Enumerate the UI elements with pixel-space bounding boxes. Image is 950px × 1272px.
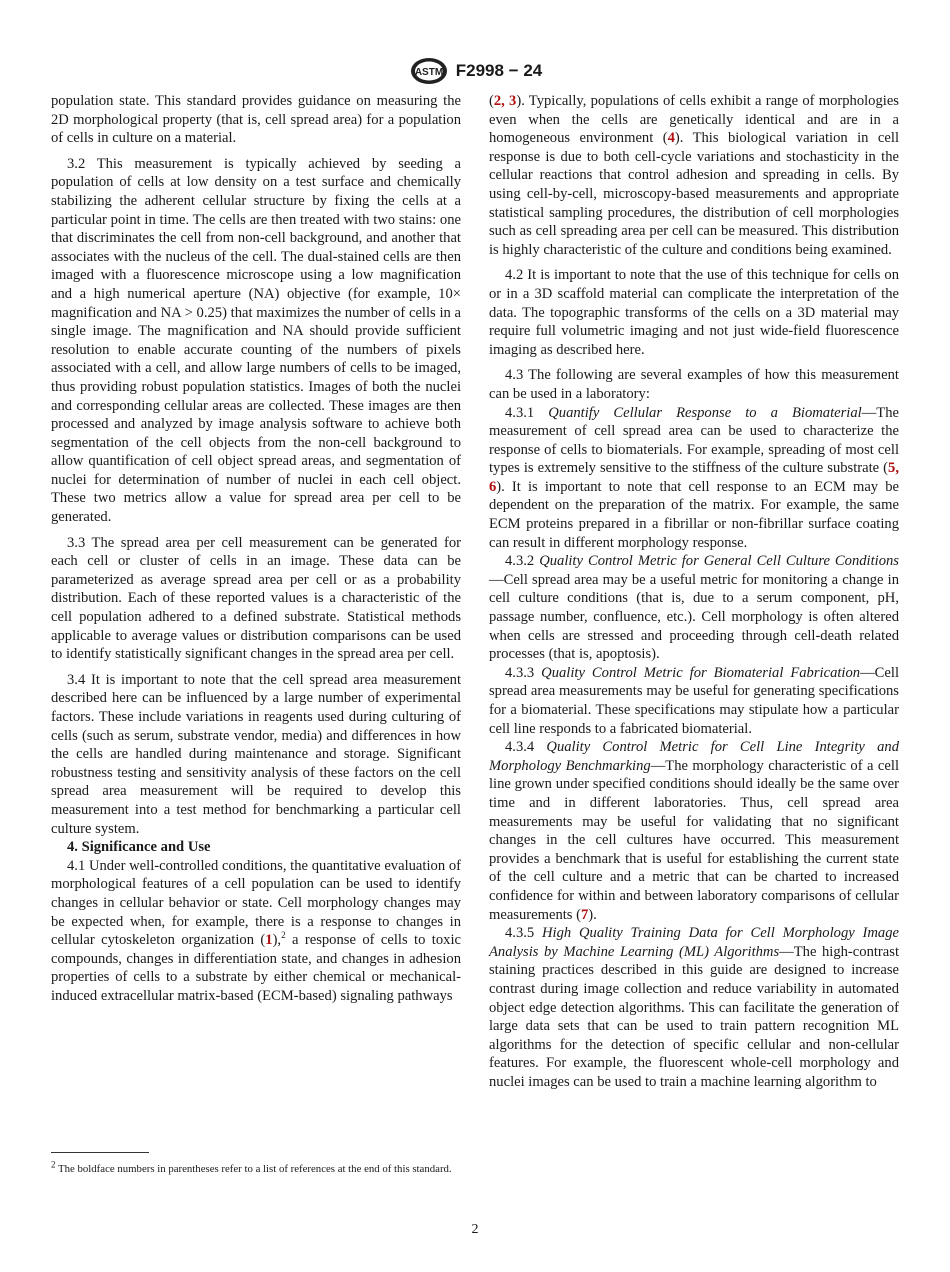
- paragraph-4-3-2: [489, 552, 899, 664]
- subsection-title: Quantify Cellular Response to a Biomaterial: [548, 404, 862, 421]
- paragraph-4-3-3: [489, 664, 899, 738]
- subsection-title: High Quality Training Data for Cell Morphology Image Analysis by Machine Learning (ML) Algorithms: [489, 925, 899, 960]
- footnote: [51, 1159, 461, 1176]
- text-span: (: [489, 93, 494, 109]
- reference-link-4[interactable]: 4: [667, 130, 675, 147]
- left-column: [51, 92, 461, 1006]
- reference-link-7[interactable]: 7: [581, 906, 589, 923]
- text-span: ). It is important to note that cell response to an ECM may be dependent on the preparation of the matrix. For example, the same ECM proteins prepared in a fibrillar or non-fibrillar surface coating can result in different morphology response.: [489, 478, 899, 551]
- page-header: [0, 56, 950, 86]
- text-span: ). This biological variation in cell response is due to both cell-cycle variations and stochasticity in the cellular reactions that control adhesion and spreading in cells. By using cell-by-cell, microscopy-based measurements and appropriate statistical sampling procedures, the distribution of cell morphologies such as cell spreading area per cell can be measured. This distribution is highly characteristic of the culture and conditions being examined.: [489, 130, 899, 258]
- document-id: F2998 − 24: [455, 61, 543, 80]
- section-number: 4.3.5: [505, 925, 542, 942]
- section-number: 4.3.1: [505, 404, 549, 421]
- text-span: —The morphology characteristic of a cell line grown under specified conditions should ideally be the same over time and in different laboratories. Thus, cell spread area measurements may be useful for validating that no significant changes in the cell cultures have occurred. This measurement provides a benchmark that is useful for establishing the current state of the cell culture and a metric that can be charted to increased confidence for within and between laboratory comparisons of cellular measurements (: [489, 757, 899, 923]
- paragraph-3-3: 3.3 The spread area per cell measurement can be generated for each cell or cluster of cells in an image. These data can be parameterized as average spread area per cell or as a probability distribution. Each of these reported values is a characteristic of the cell population adhered to a defined substrate. Statistical methods applicable to average values or distribution comparisons can be used to identify statistically significant changes in the spread area per cell.: [51, 534, 461, 663]
- paragraph-3-1-continued: population state. This standard provides guidance on measuring the 2D morphological property (that is, cell spread area) for a population of cells in culture on a material.: [51, 93, 461, 147]
- subsection-title: Quality Control Metric for General Cell Culture Conditions: [539, 553, 899, 570]
- paragraph-4-1-continued: [489, 92, 899, 259]
- reference-link-1[interactable]: 1: [265, 932, 273, 949]
- text-span: 4.1 Under well-controlled conditions, the quantitative evaluation of morphological features of a cell population can be used to identify changes in cellular behavior or state. Cell morphology changes may be expected when, for example, there is a response to changes in cellular cytoskeleton organization (: [51, 857, 461, 949]
- text-span: ).: [588, 906, 597, 923]
- text-span: —The measurement of cell spread area can be used to characterize the response of cells to biomaterials. For example, spreading of most cell types is extremely sensitive to the stiffness of the culture substrate (: [489, 404, 899, 477]
- paragraph-4-3: 4.3 The following are several examples of how this measurement can be used in a laboratory:: [489, 367, 899, 402]
- reference-link-3[interactable]: 3: [509, 93, 517, 109]
- footnote-text: The boldface numbers in parentheses refer to a list of references at the end of this standard.: [55, 1163, 452, 1175]
- reference-link-5[interactable]: 5,: [888, 460, 899, 477]
- subsection-title: Quality Control Metric for Biomaterial Fabrication: [541, 664, 861, 681]
- section-number: 4.3.2: [505, 553, 540, 570]
- footnote-divider: [51, 1152, 149, 1153]
- subsection-title: Quality Control Metric for Cell Line Integrity and Morphology Benchmarking: [489, 739, 899, 774]
- page-number: 2: [471, 1222, 479, 1237]
- paragraph-4-3-4: [489, 738, 899, 924]
- svg-text:ASTM: ASTM: [414, 67, 443, 78]
- text-span: ). Typically, populations of cells exhibit a range of morphologies even when the cells are genetically identical and are in a homogeneous environment (: [489, 93, 899, 147]
- right-column: [489, 92, 899, 1091]
- text-span: a response of cells to toxic compounds, changes in differentiation state, and changes in adhesion properties of cells to a substrate by either chemical or mechanical-induced extracellular matrix-based (ECM-based) signaling pathways: [51, 932, 461, 1004]
- reference-link-6[interactable]: 6: [489, 478, 497, 495]
- text-span: —Cell spread area measurements may be useful for generating specifications for a biomaterial. These specifications may stipulate how a particular cell line responds to a fabricated biomaterial.: [489, 664, 899, 737]
- paragraph-4-1: [51, 857, 461, 1006]
- footnote-number: 2: [51, 1159, 56, 1170]
- section-number: 4.3.4: [505, 739, 547, 756]
- text-span: —The high-contrast staining practices described in this guide are designed to increase contrast during image collection and reduce variability in automated object edge detection algorithms. This can facilitate the generation of large data sets that can be used to train pattern recognition ML algorithms for the detection of specific cellular and non-cellular features. For example, the fluorescent whole-cell morphology and nuclei images can be used to train a machine learning algorithm to: [489, 943, 899, 1090]
- section-4-heading: 4. Significance and Use: [67, 839, 211, 856]
- text-span: ),: [272, 932, 282, 949]
- paragraph-3-4: 3.4 It is important to note that the cell spread area measurement described here can be influenced by a large number of experimental factors. These include variations in reagents used during culturing of cells (such as serum, substrate vendor, media) and differences in how the cells are handled during maintenance and storage. Significant robustness testing and sensitivity analysis of these factors on the cell spread area measurement will be required to develop this measurement into a test method for benchmarking a particular cell culture system.: [51, 671, 461, 837]
- reference-link-2[interactable]: 2,: [493, 93, 505, 109]
- footnote-marker[interactable]: 2: [281, 930, 286, 941]
- section-number: 4.3.3: [505, 664, 542, 681]
- paragraph-4-3-1: [489, 404, 899, 553]
- text-span: —Cell spread area may be a useful metric for monitoring a change in cell culture conditions (that is, due to a serum component, pH, passage number, confluence, etc.). Cell morphology is often altered when cells are stressed and proceeding through cell-death related processes (that is, apoptosis).: [489, 571, 899, 663]
- paragraph-4-2: 4.2 It is important to note that the use of this technique for cells on or in a 3D scaffold material can complicate the interpretation of the data. The topographic transforms of the cells on a 3D material may require full volumetric imaging and not just wide-field fluorescence imaging as described here.: [489, 267, 899, 358]
- paragraph-4-3-5: [489, 924, 899, 1091]
- astm-logo-icon: [408, 56, 450, 86]
- paragraph-3-2: 3.2 This measurement is typically achieved by seeding a population of cells at low density on a test surface and chemically stabilizing the adherent cellular structure by fixing the cells at a particular point in time. The cells are then treated with two stains: one that discriminates the cell from non-cell background, and another that associates with the nucleus of the cell. The dual-stained cells are then imaged with a fluorescence microscope using a low magnification and a high numerical aperture (NA) objective (for example, 10× magnification and NA > 0.25) that maximizes the number of cells in a single image. The magnification and NA should provide sufficient resolution to enable accurate counting of the numbers of pixels associated with a cell, and allow large numbers of cells to be imaged, thus providing robust population statistics. Images of both the nuclei and corresponding cellular areas are collected. These images are then processed and analyzed by image analysis software to achieve both segmentation of the cell objects from the non-cell background to allow quantification of cell object spread areas, and segmentation of nuclei for determination of number of nuclei in each cell object. These two metrics allow a value for spread area per cell to be generated.: [51, 155, 461, 526]
